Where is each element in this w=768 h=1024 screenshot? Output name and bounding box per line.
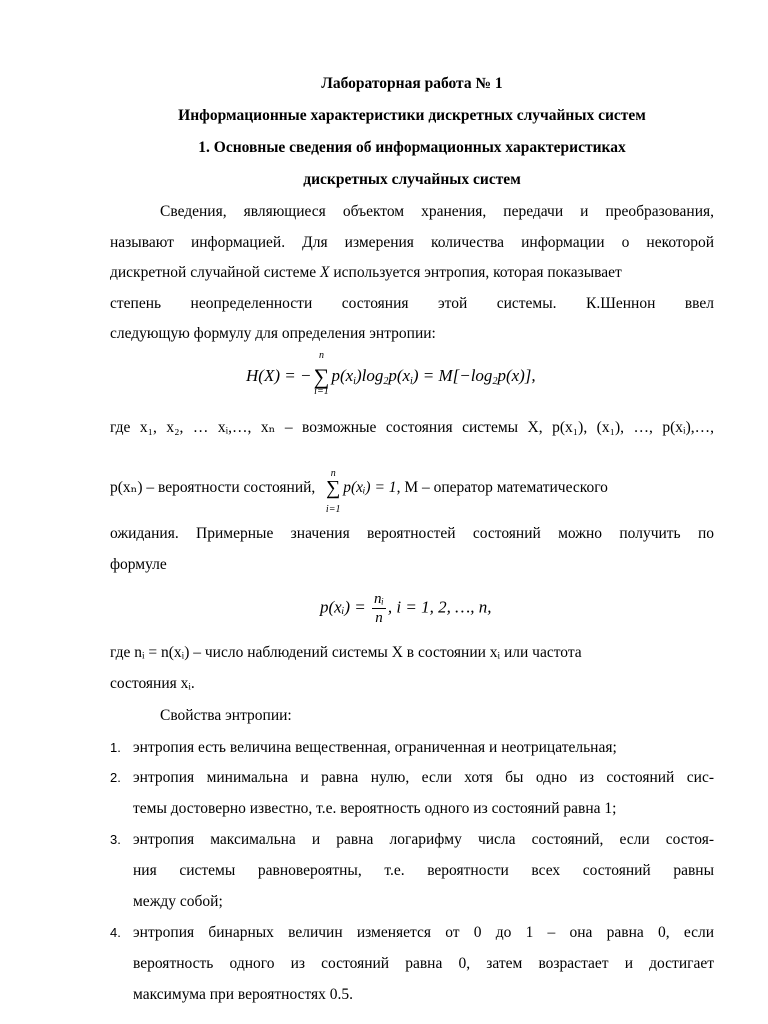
- entropy-rhs-2: p(x)],: [497, 365, 536, 385]
- sum-upper-limit: n: [318, 350, 324, 361]
- system-variable: X: [320, 264, 330, 281]
- entropy-log-base: 2: [383, 375, 389, 387]
- sum-symbol-2: ∑ n i=1: [323, 478, 343, 498]
- probabilities-right: , M – оператор математического: [396, 479, 608, 496]
- entropy-log-base-2: 2: [492, 375, 498, 387]
- list-item-line: между собой;: [133, 893, 223, 910]
- intro-line-2: называют информацией. Для измерения количества информации о некоторой: [110, 234, 714, 251]
- list-item-line: ния системы равновероятны, т.е. вероятности всех состояний равны: [133, 862, 714, 879]
- list-item-number: 3.: [110, 832, 121, 847]
- where-counts-line-1: где nᵢ = n(xᵢ) – число наблюдений системы X в состоянии xᵢ или частота: [110, 644, 582, 661]
- list-item-line: вероятность одного из состояний равна 0, затем возрастает и достигает: [133, 955, 714, 972]
- entropy-formula: [246, 350, 536, 397]
- prob-lhs: p(xᵢ) =: [320, 597, 366, 617]
- lab-subtitle: Информационные характеристики дискретных случайных систем: [178, 107, 646, 124]
- lab-title: Лабораторная работа № 1: [321, 75, 503, 92]
- probabilities-left: p(xₙ) – вероятности состояний,: [110, 479, 316, 496]
- entropy-rhs: ) = M[−log: [412, 365, 493, 385]
- properties-heading: Свойства энтропии:: [160, 707, 292, 724]
- intro-line-3-a: дискретной случайной системе: [110, 264, 321, 281]
- list-item-number: 2.: [110, 770, 121, 785]
- entropy-sub-i: i: [353, 375, 356, 387]
- section-heading-line1: 1. Основные сведения об информационных характеристиках: [198, 139, 626, 156]
- where-states-line: где x₁, x₂, … xᵢ,…, xₙ – возможные состояния системы X, p(x₁), (x₁), …, p(xᵢ),…,: [110, 419, 714, 436]
- list-item-line: энтропия максимальна и равна логарифму числа состояний, если состоя-: [133, 831, 714, 848]
- probabilities-sum-body: p(xᵢ) = 1: [343, 479, 397, 496]
- intro-line-1: Сведения, являющиеся объектом хранения, передачи и преобразования,: [160, 203, 714, 220]
- list-item-line: темы достоверно известно, т.е. вероятность одного из состояний равна 1;: [133, 800, 617, 817]
- list-item-line: энтропия минимальна и равна нулю, если хотя бы одно из состояний сис-: [133, 769, 714, 786]
- intro-line-4: степень неопределенности состояния этой системы. К.Шеннон ввел: [110, 295, 714, 312]
- probability-formula: [320, 590, 491, 627]
- where-counts-line-2: состояния xᵢ.: [110, 675, 195, 692]
- intro-line-3-b: используется энтропия, которая показывает: [329, 264, 622, 281]
- probabilities-line: [110, 468, 714, 516]
- section-heading-line2: дискретных случайных систем: [303, 171, 521, 188]
- prob-numerator: nᵢ: [374, 591, 384, 607]
- list-item-line: энтропия есть величина вещественная, ограниченная и неотрицательная;: [133, 739, 617, 756]
- intro-line-5: следующую формулу для определения энтропии:: [110, 325, 436, 342]
- sum-symbol: ∑ n i=1: [311, 364, 331, 390]
- prob-fraction: [372, 590, 386, 627]
- list-item-number: 1.: [110, 740, 121, 755]
- entropy-term-b: p(x: [388, 365, 411, 385]
- expectation-line-1: ожидания. Примерные значения вероятностей состояний можно получить по: [110, 525, 714, 542]
- sum-lower-limit: i=1: [314, 386, 329, 397]
- expectation-line-2: формуле: [110, 556, 167, 573]
- list-item-number: 4.: [110, 925, 121, 940]
- entropy-sub-i-2: i: [410, 375, 413, 387]
- sum2-lower-limit: i=1: [325, 504, 341, 516]
- entropy-term-a: p(x: [331, 365, 354, 385]
- entropy-log: )log: [355, 365, 384, 385]
- intro-line-3: [110, 263, 714, 283]
- list-item-line: максимума при вероятностях 0.5.: [133, 986, 354, 1003]
- entropy-lhs: H(X) = −: [246, 365, 312, 385]
- prob-denominator: n: [375, 610, 383, 626]
- list-item-line: энтропия бинарных величин изменяется от 0 до 1 – она равна 0, если: [133, 924, 714, 941]
- sum2-upper-limit: n: [330, 468, 336, 480]
- prob-rhs: , i = 1, 2, …, n,: [387, 597, 492, 617]
